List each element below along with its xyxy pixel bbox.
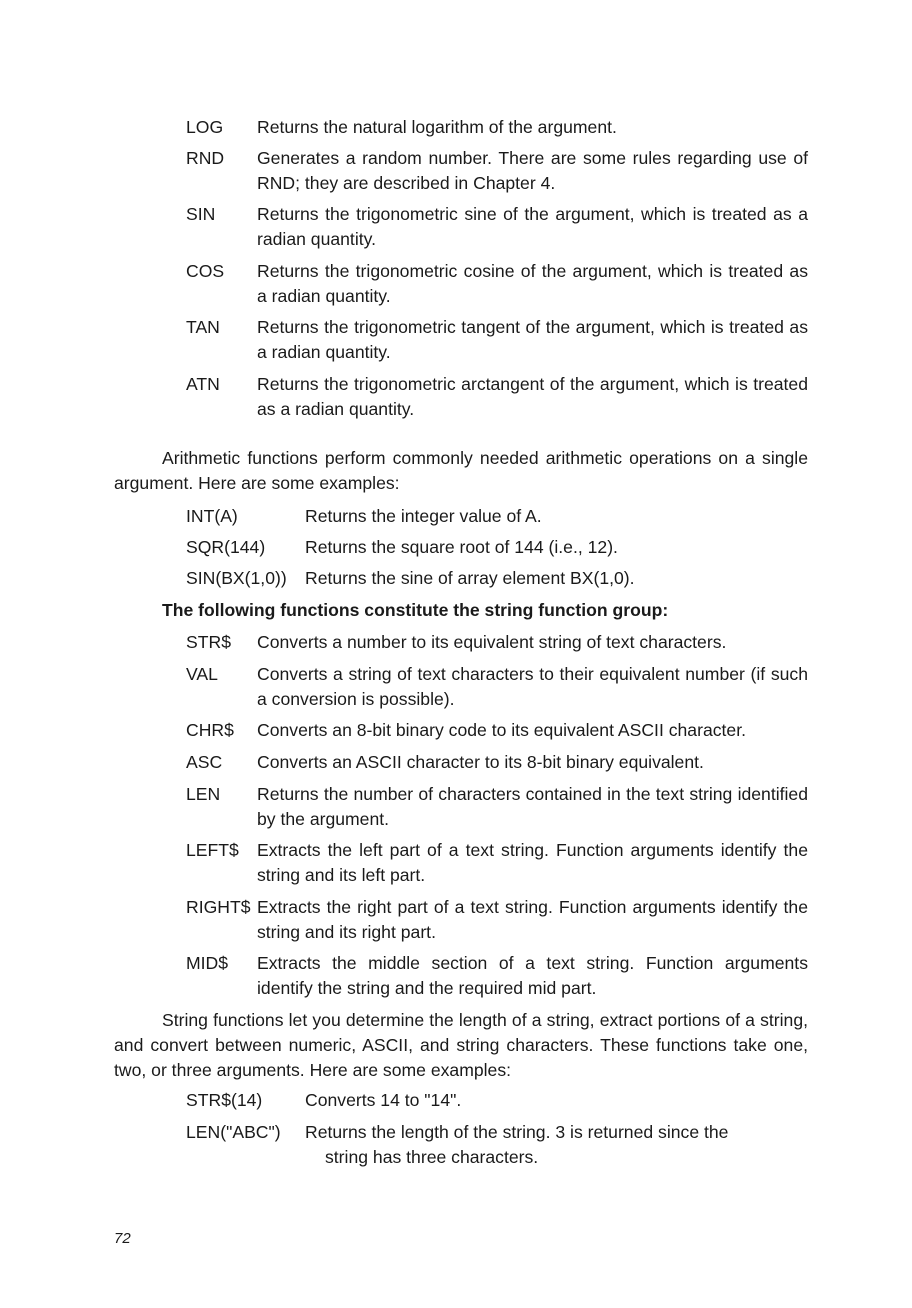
function-entry-log (186, 115, 808, 140)
function-term: TAN (186, 317, 220, 337)
function-term: ASC (186, 752, 223, 772)
function-description: Converts a string of text characters to their equivalent number (if such a conversion is possible). (257, 664, 808, 709)
string-group-heading: The following functions constitute the string function group: (162, 600, 669, 620)
function-description: Converts an ASCII character to its 8-bit binary equivalent. (257, 752, 704, 772)
function-term: LEFT$ (186, 840, 239, 860)
function-entry-sin (186, 202, 808, 252)
function-entry-left (186, 838, 808, 888)
example-description (305, 1120, 808, 1170)
function-description: Converts an 8-bit binary code to its equivalent ASCII character. (257, 720, 746, 740)
function-term: STR$ (186, 632, 231, 652)
function-description: Returns the trigonometric arctangent of the argument, which is treated as a radian quantity. (257, 374, 808, 419)
function-description: Extracts the right part of a text string. Function arguments identify the string and its right part. (257, 897, 808, 942)
function-term: LOG (186, 117, 224, 137)
example-description-line2: string has three characters. (325, 1147, 539, 1167)
example-term: SQR(144) (186, 537, 266, 557)
function-description: Extracts the left part of a text string. Function arguments identify the string and its left part. (257, 840, 808, 885)
function-description: Returns the natural logarithm of the argument. (257, 117, 617, 137)
function-description: Returns the number of characters contained in the text string identified by the argument. (257, 784, 808, 829)
function-entry-right (186, 895, 808, 945)
function-entry-chr (186, 718, 808, 743)
function-description: Extracts the middle section of a text string. Function arguments identify the string and the required mid part. (257, 953, 808, 998)
function-term: VAL (186, 664, 218, 684)
example-entry-len-abc (186, 1120, 808, 1170)
example-entry-sin-array (186, 566, 808, 591)
function-description: Generates a random number. There are some rules regarding use of RND; they are described in Chapter 4. (257, 148, 808, 193)
function-term: CHR$ (186, 720, 234, 740)
function-term: RIGHT$ (186, 897, 251, 917)
example-description: Returns the square root of 144 (i.e., 12). (305, 537, 618, 557)
string-paragraph: String functions let you determine the length of a string, extract portions of a string, and convert between numeric, ASCII, and string characters. These functions take one, two, or three arguments. Here are some examples: (114, 1010, 808, 1080)
function-entry-atn (186, 372, 808, 422)
function-description: Returns the trigonometric tangent of the argument, which is treated as a radian quantity. (257, 317, 808, 362)
example-description: Converts 14 to "14". (305, 1090, 462, 1110)
arithmetic-paragraph: Arithmetic functions perform commonly needed arithmetic operations on a single argument. Here are some examples: (114, 448, 808, 493)
function-term: LEN (186, 784, 221, 804)
function-term: COS (186, 261, 225, 281)
function-description: Returns the trigonometric cosine of the argument, which is treated as a radian quantity. (257, 261, 808, 306)
example-description-line1: Returns the length of the string. 3 is returned since the (305, 1122, 729, 1142)
example-term: SIN(BX(1,0)) (186, 568, 287, 588)
example-term: LEN("ABC") (186, 1122, 281, 1142)
function-term: SIN (186, 204, 216, 224)
function-entry-rnd (186, 146, 808, 196)
example-term: STR$(14) (186, 1090, 263, 1110)
function-entry-len (186, 782, 808, 832)
function-description: Converts a number to its equivalent string of text characters. (257, 632, 727, 652)
function-entry-mid (186, 951, 808, 1001)
function-description: Returns the trigonometric sine of the argument, which is treated as a radian quantity. (257, 204, 808, 249)
example-description: Returns the sine of array element BX(1,0). (305, 568, 635, 588)
example-description: Returns the integer value of A. (305, 506, 542, 526)
function-term: RND (186, 148, 225, 168)
function-term: ATN (186, 374, 220, 394)
function-entry-str (186, 630, 808, 655)
example-entry-int (186, 504, 808, 529)
example-entry-sqr (186, 535, 808, 560)
function-entry-asc (186, 750, 808, 775)
example-entry-str14 (186, 1088, 808, 1113)
function-entry-cos (186, 259, 808, 309)
function-term: MID$ (186, 953, 229, 973)
function-entry-val (186, 662, 808, 712)
page-number: 72 (114, 1230, 131, 1247)
example-term: INT(A) (186, 506, 238, 526)
function-entry-tan (186, 315, 808, 365)
